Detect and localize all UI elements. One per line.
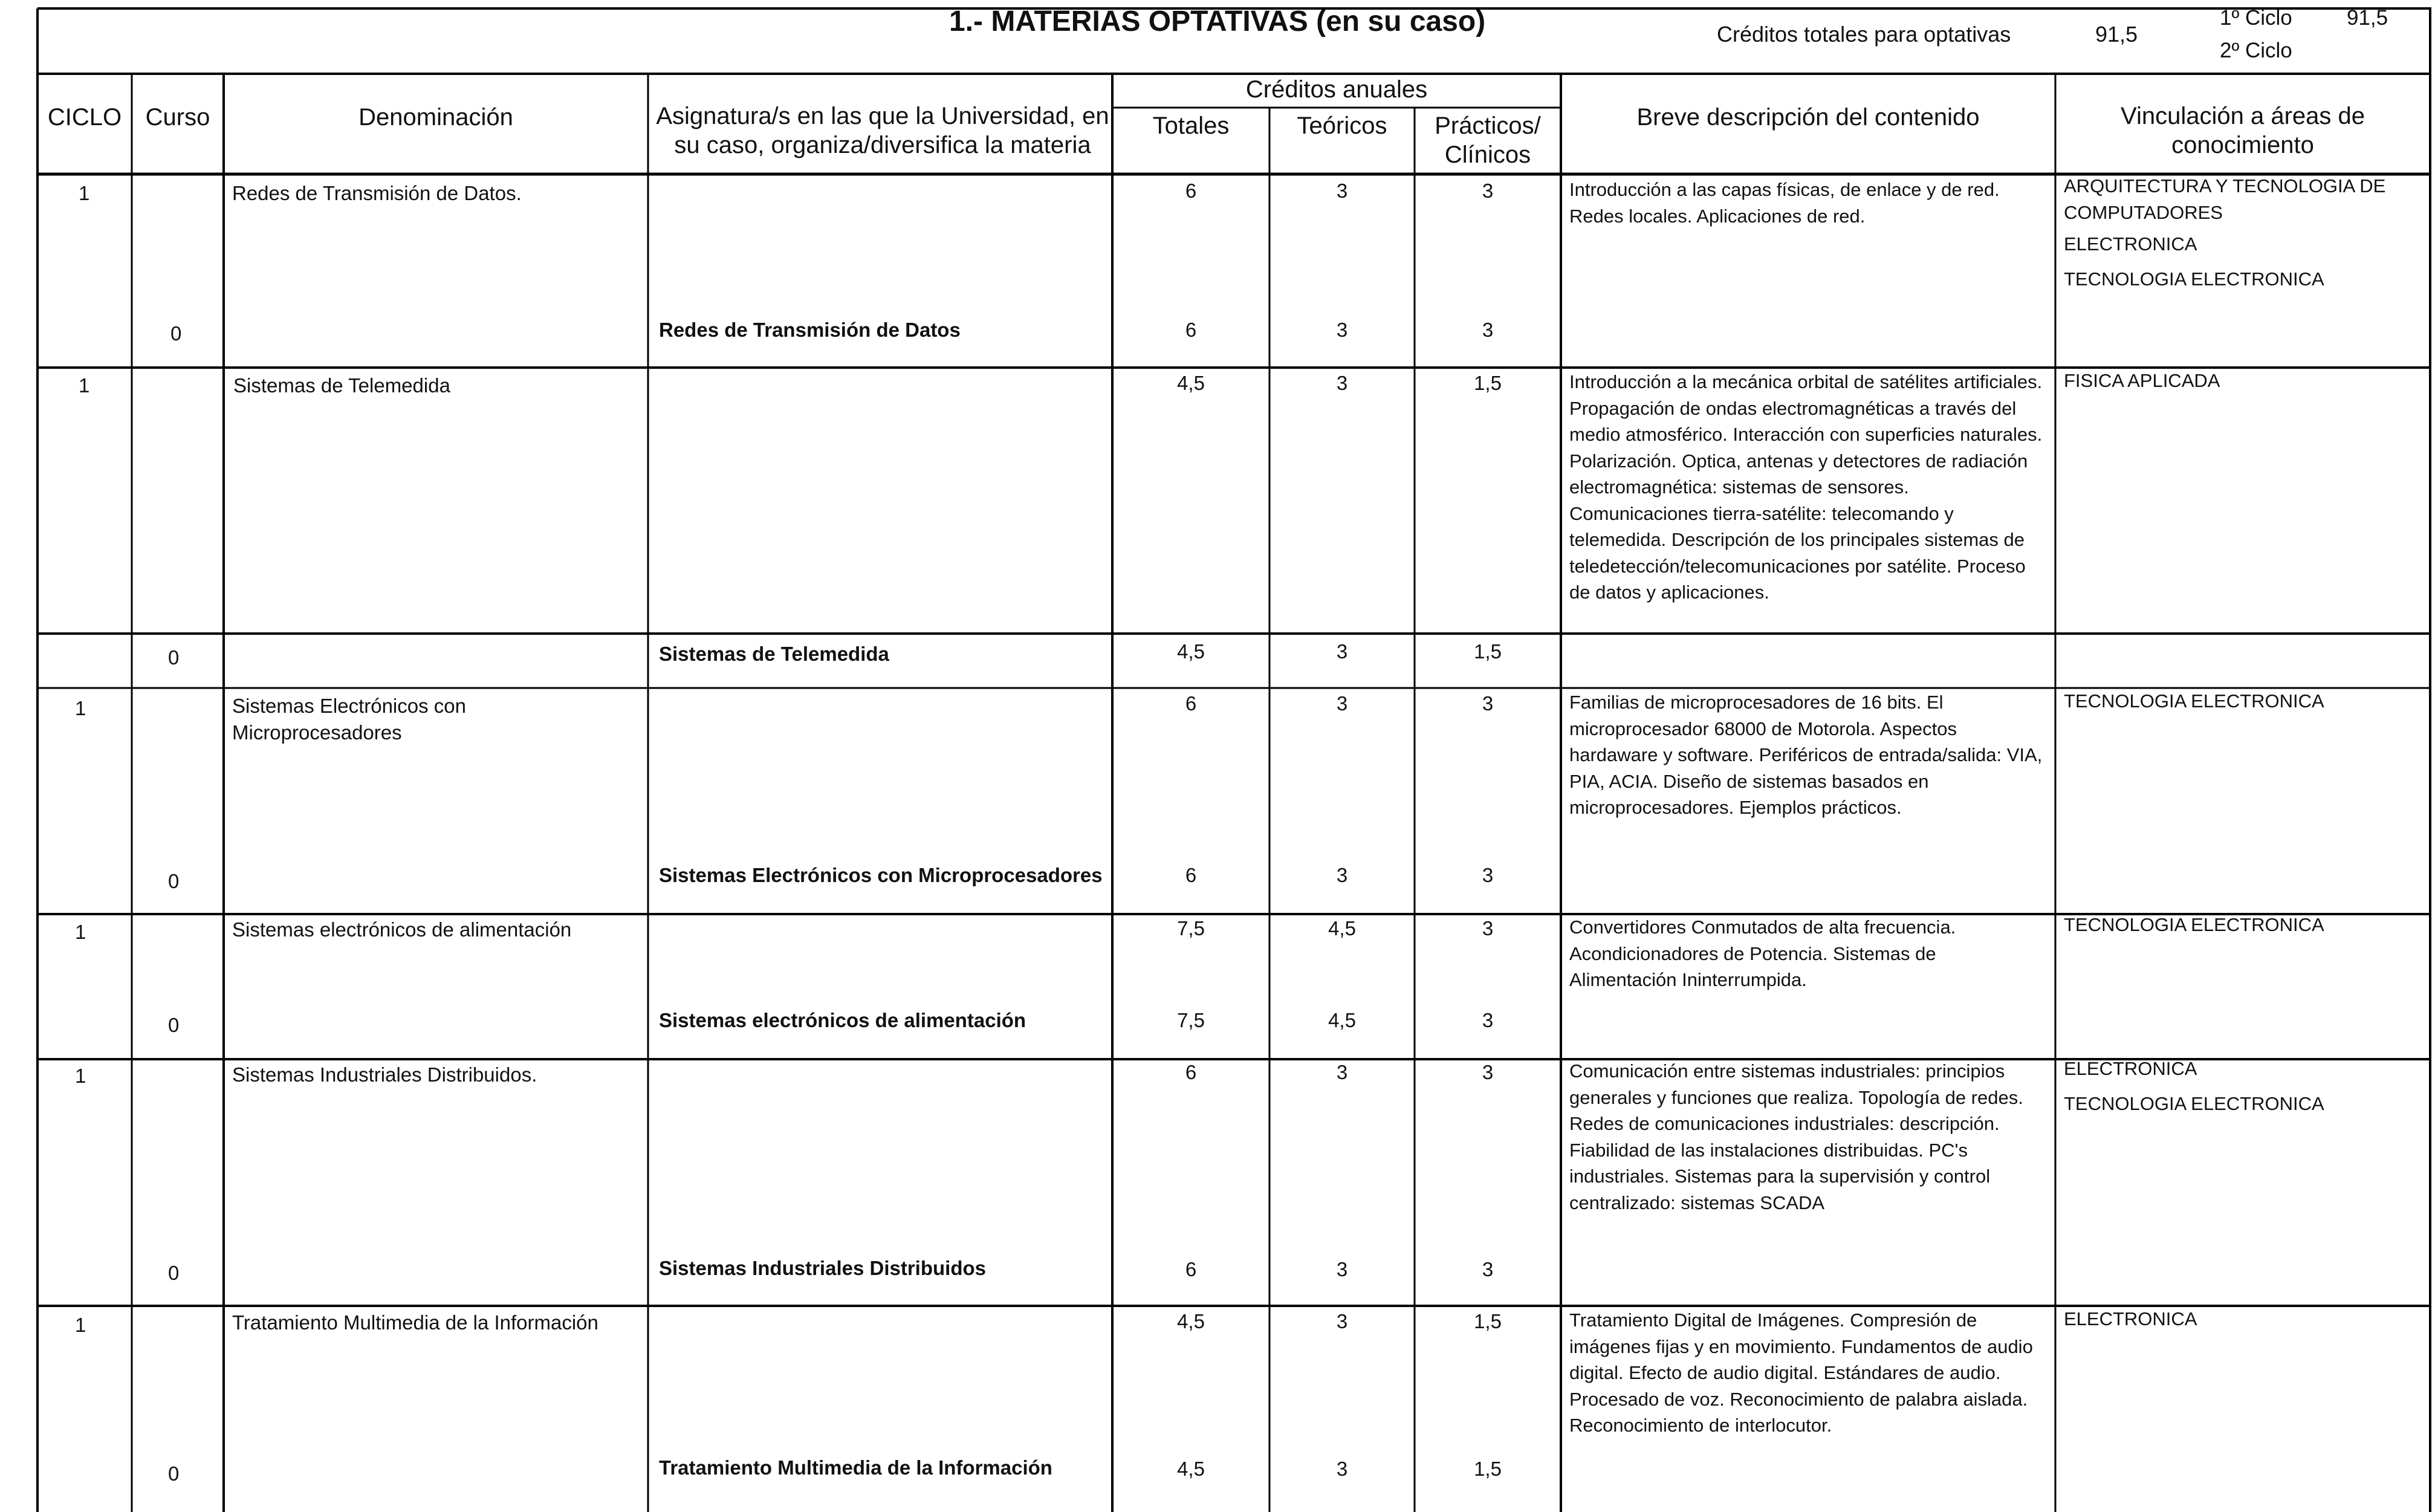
row-descripcion: Introducción a las capas físicas, de enlace y de red. Redes locales. Aplicaciones de red. — [1569, 179, 2000, 227]
sub-teoricos: 3 — [1336, 1458, 1348, 1480]
row-area: ARQUITECTURA Y TECNOLOGIA DE COMPUTADORES — [2064, 175, 2386, 223]
row-teoricos: 3 — [1336, 180, 1348, 202]
sub-practicos: 3 — [1482, 1258, 1494, 1280]
col-header-teoricos: Teóricos — [1297, 112, 1387, 139]
row-descripcion: Introducción a la mecánica orbital de satélites artificiales. Propagación de ondas electromagnéticas a través del medio atmosférico. Interacción con superficies naturales. Polarización. Optica, antenas y detectores de radiación electromagnética: sistemas de sensores. Comunicaciones tierra-satélite: telecomando y telemedida. Descripción de los principales sistemas de teledetección/telecomunicaciones por satélite. Proceso de datos y aplicaciones. — [1569, 371, 2043, 603]
col-header-curso: Curso — [145, 104, 210, 131]
ciclo2-label: 2º Ciclo — [2220, 39, 2292, 62]
row-ciclo: 1 — [75, 1314, 86, 1336]
row-descripcion: Familias de microprocesadores de 16 bits. El microprocesador 68000 de Motorola. Aspectos hardaware y software. Periféricos de entrada/salida: VIA, PIA, ACIA. Diseño de sistemas basados en microprocesadores. Ejemplos prácticos. — [1569, 692, 2043, 818]
creditos-totales-value: 91,5 — [2095, 22, 2138, 47]
page-title: 1.- MATERIAS OPTATIVAS (en su caso) — [949, 5, 1486, 37]
row-ciclo: 1 — [75, 921, 86, 943]
row-area: ELECTRONICA — [2064, 233, 2197, 255]
col-header-ciclo: CICLO — [47, 104, 122, 131]
row-teoricos: 3 — [1336, 1310, 1348, 1332]
row-ciclo: 1 — [75, 1065, 86, 1087]
row-practicos: 3 — [1482, 692, 1494, 715]
row-totales: 7,5 — [1177, 917, 1205, 939]
sub-curso: 0 — [170, 322, 182, 345]
row-denominacion: Sistemas electrónicos de alimentación — [232, 918, 572, 941]
sub-curso: 0 — [168, 1262, 180, 1284]
ciclo1-label: 1º Ciclo — [2220, 6, 2292, 30]
col-header-denominacion: Denominación — [358, 104, 513, 131]
sub-practicos: 1,5 — [1474, 1458, 1502, 1480]
row-denominacion: Tratamiento Multimedia de la Información — [232, 1311, 598, 1334]
sub-curso: 0 — [168, 870, 180, 892]
row-area: TECNOLOGIA ELECTRONICA — [2064, 690, 2324, 712]
row-practicos: 1,5 — [1474, 1310, 1502, 1332]
row-practicos: 3 — [1482, 917, 1494, 939]
sub-teoricos: 3 — [1336, 864, 1348, 886]
sub-asignatura: Redes de Transmisión de Datos — [659, 319, 961, 341]
row-teoricos: 3 — [1336, 692, 1348, 715]
sub-teoricos: 3 — [1336, 640, 1348, 663]
row-totales: 6 — [1185, 180, 1197, 202]
row-area: FISICA APLICADA — [2064, 370, 2220, 391]
sub-teoricos: 3 — [1336, 1258, 1348, 1280]
sub-asignatura: Sistemas Industriales Distribuidos — [659, 1257, 986, 1279]
row-descripcion: Convertidores Conmutados de alta frecuencia. Acondicionadores de Potencia. Sistemas de Alimentación Ininterrumpida. — [1569, 917, 1956, 990]
row-teoricos: 4,5 — [1328, 917, 1356, 939]
sub-totales: 7,5 — [1177, 1009, 1205, 1031]
col-header-totales: Totales — [1152, 112, 1230, 139]
sub-curso: 0 — [168, 646, 180, 669]
row-denominacion: Redes de Transmisión de Datos. — [232, 182, 522, 204]
col-header-creditos-anuales: Créditos anuales — [1245, 76, 1428, 103]
row-area: ELECTRONICA — [2064, 1058, 2197, 1079]
sub-practicos: 3 — [1482, 1009, 1494, 1031]
row-denominacion: Sistemas de Telemedida — [233, 374, 450, 397]
col-header-descripcion: Breve descripción del contenido — [1636, 104, 1980, 131]
row-area: TECNOLOGIA ELECTRONICA — [2064, 268, 2324, 290]
row-practicos: 1,5 — [1474, 372, 1502, 394]
sub-totales: 4,5 — [1177, 640, 1205, 663]
sub-practicos: 3 — [1482, 319, 1494, 341]
row-descripcion: Tratamiento Digital de Imágenes. Compresión de imágenes fijas y en movimiento. Fundamentos de audio digital. Efecto de audio digital. Estándares de audio. Procesado de voz. Reconocimiento de palabra aislada. Reconocimiento de interlocutor. — [1569, 1309, 2033, 1436]
row-denominacion: Sistemas Electrónicos con Microprocesadores — [232, 695, 466, 744]
sub-asignatura: Sistemas electrónicos de alimentación — [659, 1009, 1026, 1031]
sub-teoricos: 3 — [1336, 319, 1348, 341]
row-teoricos: 3 — [1336, 1061, 1348, 1083]
sub-asignatura: Tratamiento Multimedia de la Información — [659, 1456, 1052, 1479]
ciclo1-value: 91,5 — [2347, 6, 2388, 30]
sub-totales: 6 — [1185, 864, 1197, 886]
col-header-practicos: Prácticos/ Clínicos — [1435, 112, 1541, 168]
row-teoricos: 3 — [1336, 372, 1348, 394]
row-descripcion: Comunicación entre sistemas industriales: principios generales y funciones que realiza. Topología de redes. Redes de comunicaciones industriales: descripción. Fiabilidad de las instalaciones distribuidas. PC's industriales. Sistemas para la supervisión y control centralizado: sistemas SCADA — [1569, 1060, 2023, 1213]
row-totales: 4,5 — [1177, 1310, 1205, 1332]
row-area: TECNOLOGIA ELECTRONICA — [2064, 1093, 2324, 1114]
sub-curso: 0 — [168, 1462, 180, 1485]
sub-asignatura: Sistemas de Telemedida — [659, 643, 889, 665]
sub-totales: 6 — [1185, 1258, 1197, 1280]
sub-totales: 4,5 — [1177, 1458, 1205, 1480]
row-totales: 6 — [1185, 1061, 1197, 1083]
row-area: TECNOLOGIA ELECTRONICA — [2064, 914, 2324, 935]
row-ciclo: 1 — [79, 374, 90, 397]
row-area: ELECTRONICA — [2064, 1308, 2197, 1329]
sub-totales: 6 — [1185, 319, 1197, 341]
sub-practicos: 3 — [1482, 864, 1494, 886]
row-totales: 4,5 — [1177, 372, 1205, 394]
row-denominacion: Sistemas Industriales Distribuidos. — [232, 1063, 537, 1086]
creditos-totales-label: Créditos totales para optativas — [1717, 22, 2011, 47]
row-ciclo: 1 — [75, 697, 86, 719]
row-practicos: 3 — [1482, 1061, 1494, 1083]
row-totales: 6 — [1185, 692, 1197, 715]
sub-practicos: 1,5 — [1474, 640, 1502, 663]
sub-asignatura: Sistemas Electrónicos con Microprocesadores — [659, 864, 1103, 886]
col-header-asignaturas: Asignatura/s en las que la Universidad, en su caso, organiza/diversifica la materia — [656, 103, 1109, 158]
col-header-vinculacion: Vinculación a áreas de conocimiento — [2121, 103, 2365, 158]
row-ciclo: 1 — [79, 182, 90, 204]
sub-curso: 0 — [168, 1014, 180, 1036]
sub-teoricos: 4,5 — [1328, 1009, 1356, 1031]
row-practicos: 3 — [1482, 180, 1494, 202]
